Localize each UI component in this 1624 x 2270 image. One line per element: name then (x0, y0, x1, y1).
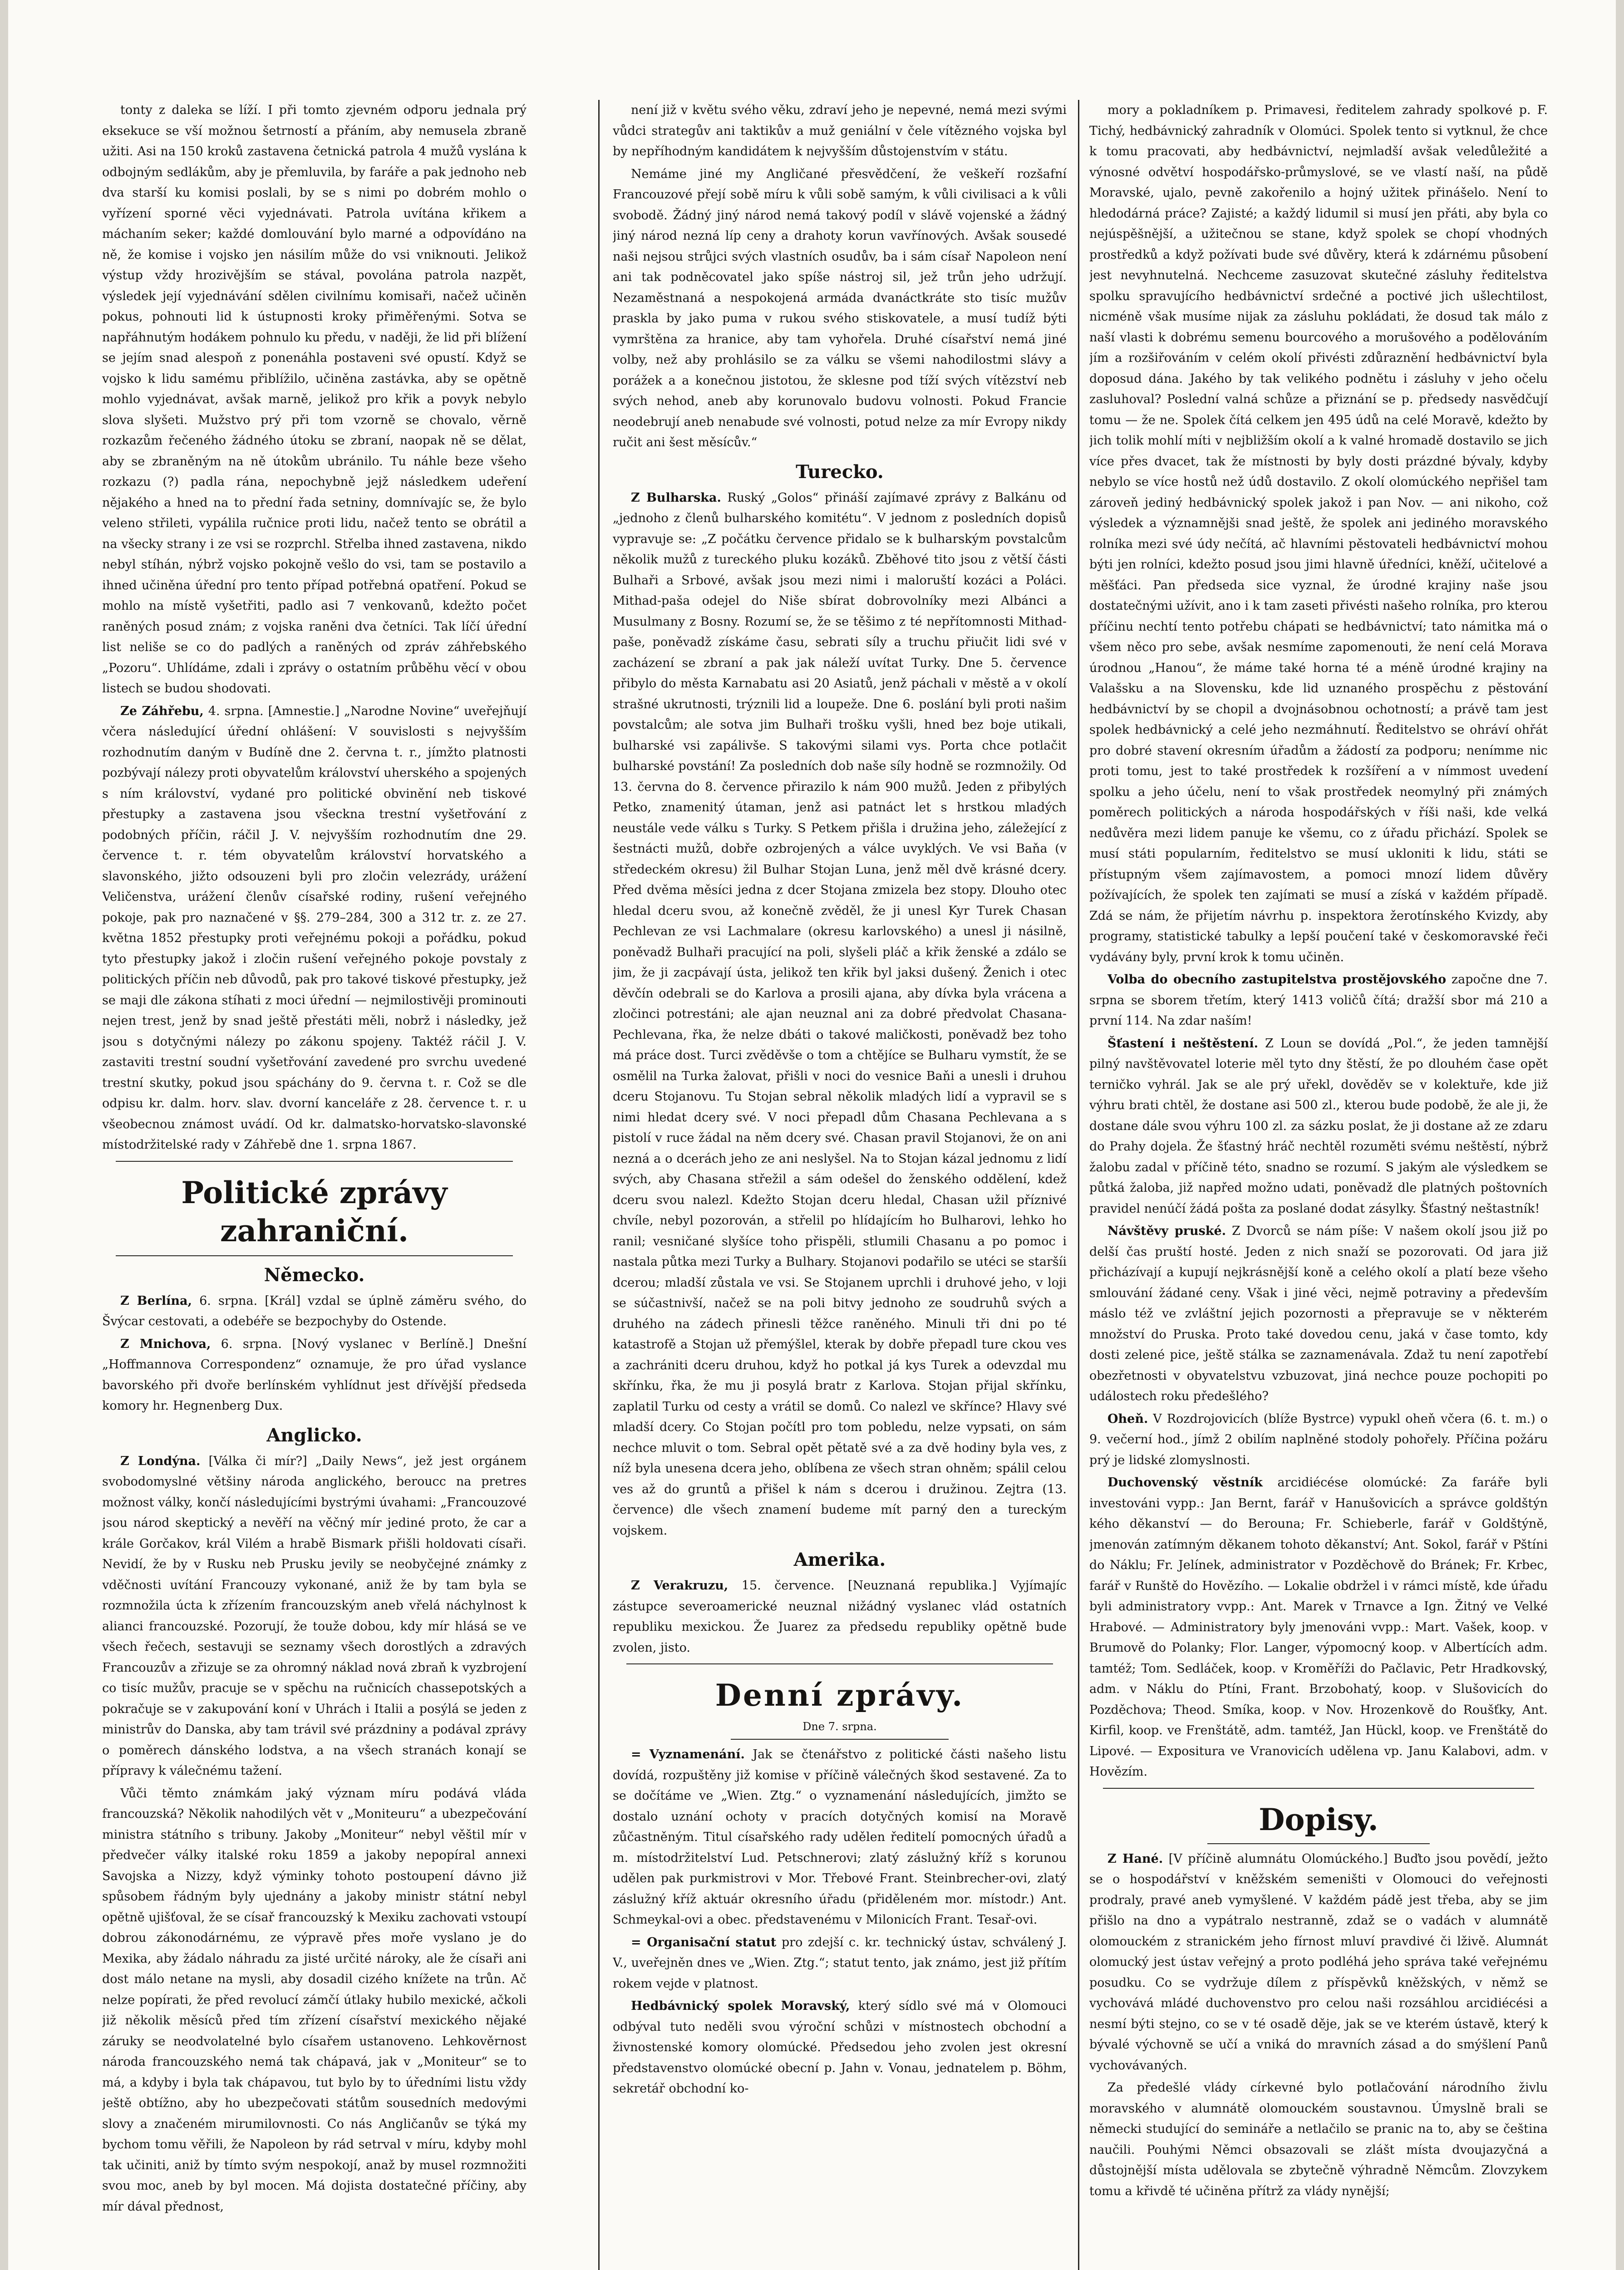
dateline: Z Verakruzu, (631, 1579, 728, 1593)
article-paragraph (613, 1996, 1067, 2099)
article-paragraph (1089, 1221, 1548, 1407)
article-paragraph (102, 1334, 527, 1416)
page-scan-edge-left (0, 0, 8, 2270)
dateline: Z Bulharska. (631, 490, 721, 505)
section-rule (1207, 1843, 1430, 1844)
section-rule (1103, 1788, 1534, 1789)
item-heading: Šťastení i neštěstení. (1107, 1036, 1259, 1051)
article-paragraph (613, 1932, 1067, 1994)
article-paragraph (613, 1744, 1067, 1930)
article-text: Za předešlé vlády církevné bylo potlačování národního živlu moravského v alumnátě olomouckém soustavnou. Úmyslně brali se německi studující do semináře a netlačilo se pranic na to, aby se čeština naučili. Pouhými Němci obsazovali se zlášt místa dvoujazyčná a důstojnější místa udělovala se zbytečně výhradně Němcům. Zlovzykem tomu a křivdě té učiněna přítrž za vlády nynější; (1089, 2081, 1548, 2198)
article-text: Nemáme jiné my Angličané přesvědčení, že veškeří rozšafní Francouzové přejí sobě míru k vůli sobě samým, k vůli civilisaci a k vůli svobodě. Žádný jiný národ nemá takový podíl v slávě vojenské a žádný jiný národ nezná líp ceny a drahoty korun vavřínových. Avšak sousedé naši nejsou strůjci svých vlastních osudův, ba i sám císař Napoleon není ani tak podněcovatel jako spíše nástroj sil, jež trůn jeho udržují. Nezaměstnaná a nespokojená armáda dvanáctkráte sto tisíc mužův praskla by jako puma v rukou svého stiskovatele, a musí tudíž býti vymrštěna za hranice, aby tam vyhořela. Druhé císařství nemá jiné volby, než aby prohlásilo se za válku se všemi nahodilostmi slávy a porážek a a konečnou jistotou, že sklesne pod tíží svých vítězství neb svých nehod, aneb aby korunovalo budovu volnosti. Pokud Francie neodebrují aneb nenabude své volnosti, potud nelze za mír Evropy nikdy ručit ani šest měsícův.“ (613, 167, 1067, 449)
article-text: [Válka či mír?] „Daily News“, jež jest orgánem svobodomyslné většiny národa anglického, beroucc na pretres možnost války, končí následujícími bystrými úvahami: „Francouzové jsou národ skeptický a nevěří na věčný mír jediné proto, že car a krále Gorčakov, král Vilém a hrabě Bismark přišli holdovati císaři. Nevidí, že by v Rusku neb Prusku jevily se neobyčejné známky z vděčnosti uvítání Francouzy vykonané, aniž že by tam byla se rozmnožila úcta k zřízením francouzským aneb vřelá náchylnost k alianci francouzské. Pozorují, že touže dobou, kdy mír hlásá se ve všech řečech, sestavuji se seznamy všech dorostlých a zdravých Francouzův a zřizuje se za ohromný náklad nová zbraň k vyzbrojení co tisíc mužův, pracuje se v spěchu na ručnicích chassepotských a pokračuje se v zakupování koní v Uhrách i Italii a posýlá se jeden z ministrův do Danska, aby tam trávil své prázdniny a podával zprávy o poměrech dánského lodstva, a na všech stranách konají se přípravy k válečnému tažení. (102, 1454, 527, 1778)
article-text: Ruský „Golos“ přináší zajímavé zprávy z Balkánu od „jednoho z členů bulharského komitétu“. V jednom z posledních dopisů vypravuje se: „Z počátku července přidalo se k bulharským povstalcům několik mužů z tureckého pluku kozáků. Zběhové tito jsou z větší části Bulhaři a Srbové, avšak jsou mezi nimi i maloruští kozáci a Poláci. Mithad-paša odejel do Niše sbírat dobrovolníky mezi Albánci a Musulmany z Bosny. Rozumí se, že se těšimo z té nepřítomnosti Mithad-paše, poněvadž získáme času, sebrati síly a truchu přiučit lidi své v zacházení se zbraní a pak jak náleží uvítat Turky. Dne 5. července přibylo do města Karnabatu asi 20 Asiatů, jenž páchali v městě a v okolí strašné ukrutnosti, trýznili lid a loupeže. Dne 6. poslání byli proti našim povstalcům; ale sotva jim Bulhaři trošku vyšli, hned bez boje utikali, bulharské vsi zapálivše. S takovými silami vys. Porta chce potlačit bulharské povstání! Za posledních dob naše síly hodně se rozmnožily. Od 13. června do 8. července přirazilo k nám 900 mužů. Jeden z přibylých Petko, znamenitý útaman, jenž asi patnáct let s hrstkou mladých neustále vede válku s Turky. S Petkem přišla i družina jeho, záležející z šestnácti mužů, dobře ozbrojených a válce uvyklých. Ve vsi Baňa (v středeckém okresu) žil Bulhar Stojan Luna, jenž měl dvě krásné dcery. Před dvěma měsíci jedna z dcer Stojana zmizela bez stopy. Dlouho otec hledal dceru svou, až konečně zvěděl, že ji unesl Kyr Turek Chasan Pechlevan ze vsi Lachmalare (okresu karlovského) a unesl ji násilně, poněvadž Bulhaři pracující na poli, slyšeli pláč a křik ženské a zdálo se jim, že ji zacpávají ústa, jelikož ten křik byl jaksi dušený. Ženich i otec děvčín odebrali se do Karlova a prosili ajana, aby dívka byla vrácena a zločinci potrestáni; ale ajan neuznal ani za dobré předvolat Chasana-Pechlevana, řka, že nelze dbáti o takové maličkosti, poněvadž bez toho má práce dost. Turci zvěděvše o tom a chtějíce se Bulharu vymstít, že se osmělil na Turka žalovat, přišli v noci do vesnice Baňi a unesli i druhou dceru Stojanovu. Tu Stojan sebral několik mladých lidí a vypravil se s nimi hledat dcery své. V noci přepadl dům Chasana Pechlevana a s pistolí v ruce žádal na něm dcery své. Chasan pravil Stojanovi, že on ani nezná a o dcerách jeho ze ani neslyšel. Na to Stojan kázal jednomu z lidí svých, aby Chasana střežil a sám odešel do ženského oddělení, kdež dceru svou nalezl. Kdežto Stojan dceru hledal, Chasan užil příznivé chvíle, nebyl pozorován, a střelil po hlídajícím ho Bulharovi, lehko ho ranil; vesničané slyšíce toho přispěli, stlumili Chasanu a po pomoc i nastala půtka mezi Turky a Bulhary. Stojanovi podařilo se utéci se staršíi dcerou; mladší zůstala ve vsi. Se Stojanem uprchli i druhové jeho, v loji se súčastnivší, načež se na poli bitvy jednoho ze soudruhů svých a druhého na zádech přinesli těžce raněného. Minuli tři dni po té katastrofě a Stojan už přemýšlel, kterak by dobře přepadl ture ckou ves a zachrániti dceru druhou, když ho potkal já kys Turek a odevzdal mu skřínku, řka, že mu ji posylá bratr z Karlova. Stojan přijal skřínku, zaplatil Turku od cesty a vrátil se domů. Co nalezl ve skřínce? Hlavy své mladší dcery. Co Stojan počítl pro tom pobledu, nelze vypsati, on sám nechce mluvit o tom. Sebral opět pětatě své a za dvě hodiny byla ves, z níž byla unesena dcera jeho, oblíbena ze všech stran ohněm; spálil celou ves až do gruntů a přišel k nám s dcerou i družinou. Zejtra (13. července) dle všech znamení budeme mít parný den a tureckým vojskem. (613, 490, 1067, 1538)
article-text: Jak se čtenářstvo z politické části našeho listu dovídá, rozpuštěny již komise v příčině válečných škod sestavené. Za to se dočítáme ve „Wien. Ztg.“ o vyznamenání následujících, jimžto se dostalo uznání ochoty v pracích dotyčných komisí na Moravě zůčastněným. Titul císařského rady udělen ředitelí pomocných úřadů a m. místodržitelství Lud. Petschnerovi; zlatý záslužný kříž s korunou udělen pak purkmistrovi v Mor. Třebové Frant. Steinbrecher-ovi, zlatý záslužný kříž aktuár okresního úřadu (přiděleném mor. místodr.) Ant. Schmeykal-ovi a obec. představenému v Milonicích Frant. Tesař-ovi. (613, 1747, 1067, 1927)
page-scan-edge-right (1616, 0, 1624, 2270)
article-text: mory a pokladníkem p. Primavesi, ředitelem zahrady spolkové p. F. Tichý, hedbávnický zahradník v Olomúci. Spolek tento si vytknul, že chce k tomu pracovati, aby hedbávnictví, nejmladší avšak veledůležité a výnosné odvětví hospodářsko-průmyslové, se ve vlastí naší, na půdě Moravské, ujalo, pevně zakořenilo a hojný užitek přinášelo. Není to hledodárná práce? Zajisté; a každý lidumil si musí jen přáti, aby byla co nejúspěšnější, a užitečnou se stane, když spolek se chopí vhodných prostředků a když požívati bude své důvěry, která k zdárnému působení jest nevyhnutelná. Nechceme zasuzovat skutečné zásluhy ředitelstva spolku spravujícího hedbávnictví srdečné a poctivé jich ušlechtilost, nicméně však musíme nijak za zásluhu pokládati, že dosud tak málo z naší vlasti k dobrému semenu bourcového a morušového a podělováním jím a rozšiřováním v celém okolí přivésti zdůraznění hedbávnictví byla doposud dána. Jakého by tak velikého podnětu i zásluhy v jeho očelu zasluhoval? Poslední valná schůze a přiznání se p. předsedy nasvědčují tomu — že ne. Spolek čítá celkem jen 495 údů na celé Moravě, kdežto by jich tolik mohlí míti v nejbližším okolí a k valné hromadě dostavilo se jich více přes dvacet, tak že místnosti by byly dosti prázdné bývaly, kdyby nebylo se více hostů než údů dostavilo. Z okolí olomúckého nepřišel tam zároveň jediný hedbávnický spolek jakož i pan Nov. — ani nikoho, což výsledek a významnějši snad ještě, že spolek ani jediného moravského rolníka mezi své údy nečítá, ač hlavními pěstovateli hedbávnictví mohou býti jen rolníci, kdežto posud jsou jimi hlavně úředníci, kněží, učitelové a měšťáci. Pan předseda sice vyznal, že úrodné krajiny naše jsou dostatečnými užívit, ano i k tam zaseti přivésti našeho rolníka, pro kterou příčinu nechtí tento potřebu chápati se hedbávnictví; tato námitka má o všem něco pro sebe, avšak nesmíme zapomenouti, že není celá Morava úrodnou „Hanou“, že máme také horna té a méně úrodné krajiny na Valašsku a na Slovensku, kde lid uznaného prospěchu z pěstování hedbávnictví by se chopil a dvojnásobnou ochotností; a právě tam jest spolek hedbávnický a celé jeho nezmáhnutí. Ředitelstvo se ohráví ohřát pro dobré stavení okresním úřadům a žádostí za podporu; nenímme nic proti tomu, jest to také prostředek k rozšíření a v nímmost uvedení spolku a jeho účelu, není to však prostředek neomylný při známých poměrech politických a národa hospodářských v říši naši, kde velká nedůvěra mezi lidem panuje ke všemu, co z úřadu přichází. Spolek se musí státi popularním, ředitelstvo se musí ukloniti k lidu, státi se přístupným všem zajímavostem, a pomoci mnozí lidem důvěry požívajících, že spolek ten zajímati se musí a získá v každém případě. Zdá se nám, že přijetím návrhu p. inspektora žerotínského Kvizdy, aby programy, statistické tabulky a lepší poučení také v českomoravské řeči vydávány byly, první krok k tomu učiněn. (1089, 103, 1548, 964)
column-divider (1078, 100, 1079, 2270)
article-paragraph (102, 1451, 527, 1781)
item-heading: = Organisační statut (631, 1935, 777, 1949)
article-paragraph (1089, 969, 1548, 1031)
article-paragraph (1089, 1472, 1548, 1782)
article-text: započne dne 7. srpna se sborem třetím, který 1413 voličů čítá; dražší sbor má 210 a první 114. Na zdar naším! (1089, 972, 1548, 1028)
article-text: Z Dvorců se nám píše: V našem okolí jsou již po delší čas pruští hosté. Jeden z nich snaží se pozorovati. Od jara již přicházívají a kupují nejkrásnější koně a celého okolí a platí beze všeho smlouvání žádané ceny. Však i jiné věci, nejmě potraviny a především máslo též ve zvláštní jejich pozornosti a přepravuje se v některém množství do Pruska. Proto také dovedou cenu, jaká v čase tomto, kdy dosti zelené pice, ještě stálka se zaznamenávala. Zdaž tu není zapotřebí obezřetnosti v obyvatelstvu vzbuzovat, jiná nechce pouze pochopiti po událostech roku předešlého? (1089, 1224, 1548, 1403)
item-heading: = Vyznamenání. (631, 1747, 745, 1762)
article-paragraph (102, 701, 527, 1155)
article-text: není již v květu svého věku, zdraví jeho je nepevné, nemá mezi svými vůdci strategův ani taktikův a muž geniální v čele vítězného vojska byl by nepříhodným kandidátem k nejvyšším důstojenstvím v státu. (613, 103, 1067, 158)
article-text: Vůči těmto známkám jaký význam míru podává vláda francouzská? Několik nahodilých vět v „Moniteuru“ a ubezpečování ministra státního s tribuny. Jakoby „Moniteur“ nebyl věštil mír v předvečer války italské roku 1859 a jakoby nepopíral annexi Savojska a Nizzy, když výminky tohoto postoupení dávno již spůsobem řádným byly ujednány a jakoby ministr státní nebyl opětně ujišťoval, že se císař francouzský k Mexiku zachovati vstoupí dobrou zákonodárnému, ze výpravě přes moře vyslano je do Mexika, aby žádalo náhradu za jisté určité nároky, ale že císaři ani dost málo netane na mysli, aby dosadil cizého knížete na trůn. Ač nelze popírati, že před revolucí zámčí útlaky hubilo mexické, ačkoli již několik měsíců před tím zřízení císařství mexického nějaké záruky se neodvolatelné bylo císařem ustanoveno. Lehkověrnost národa francouzského nemá tak chápavá, jak v „Moniteur“ se to má, a kdyby i byla tak chápavou, tut bylo by to úředními listu vždy ještě obtížno, aby ho ubezpečovati státům sousedních medovými slovy a značeném mirumilovnosti. Co nás Angličanův se týká my bychom tomu věřili, že Napoleon by rád setrval v míru, kdyby mohl tak učiniti, aniž by tímto svým nespokojí, anaž by musel rozmnožiti svou moc, aneb by byl mocen. Má dojista dostatečné příčiny, aby mír dával přednost, (102, 1786, 527, 2214)
article-text: 4. srpna. [Amnestie.] „Narodne Novine“ uveřejňují včera následující úřední ohlášení: V souvislosti s nejvyšším rozhodnutím daným v Budíně dne 2. června t. r., jímžto platnosti pozbývají nálezy proti obyvatelům království uherského a spojených s ním království, vydané pro politické obvinění neb tiskové přestupky a zastavena jsou všeckna trestní vyšetřování z podobných příčin, ráčil J. V. nejvyšším rozhodnutím dne 29. července t. r. tém obyvatelům království horvatského a slavonského, jižto odsouzeni byli pro zločin velezrády, urážení Veličenstva, urážení členův císařské rodiny, rušení veřejného pokoje, pak pro naznačené v §§. 279–284, 300 a 312 tr. z. ze 27. května 1852 přestupky proti veřejnému pokoji a pořádku, pokud tyto přestupky jakož i zločin rušení veřejného pokoje povstaly z politických příčin neb důvodů, pak pro takové tiskové přestupky, jež se maji dle zákona stíhati z moci úřední — nejmilostivěji prominouti nejen trest, jenž by snad ještě přestáti měli, nobrž i následky, jež jsou s dotyčnými nálezy po zákonu spojeny. Taktéž ráčil J. V. zastaviti trestní soudní vyšetřování zavedené pro svrchu uvedené trestní skutky, pokud jsou spáchány do 9. června t. r. Což se dle odpisu kr. dalm. horv. slav. dvorní kanceláře z 28. července t. r. u všeobecnou známost uvádí. Od kr. dalmatsko-horvatsko-slavonské místodržitelské rady v Záhřebě dne 1. srpna 1867. (102, 704, 527, 1152)
article-paragraph (102, 1291, 527, 1332)
dateline: Z Londýna. (120, 1454, 201, 1468)
article-text: 6. srpna. [Nový vyslanec v Berlíně.] Dnešní „Hoffmannova Correspondenz“ oznamuje, že pro úřad vyslance bavorského při dvoře berlínském vyhlídnut jest dřívější předseda komory hr. Hegnenberg Dux. (102, 1337, 527, 1413)
article-text: tonty z daleka se líží. I při tomto zjevném odporu jednala prý eksekuce se vší možnou šetrností a přáním, aby nemusela zbraně užiti. Asi na 150 kroků zastavena četnická patrola 4 mužů vyslána k odbojným sedlákům, aby je přemluvila, by faráře a pak jednoho neb dva starší ku komisi poslali, by se s nimi po dobrém mohlo o vyřízení sporné věci vyjednávati. Patrola uvítána křikem a máchaním seker; každé domlouvání bylo marné a odpovídáno na ně, že komise i vojsko jen násilím může do vsi vniknouti. Jelikož výstup vždy hrozivějším se stával, povolána patrola nazpět, výsledek její vyjednávání sdělen civilnímu komisaři, načež učiněn pokus, pohnouti lid k ústupnosti kroky přiměřenými. Sotva se napřáhnutým hodákem pohnulo ku předu, v naději, že lid při blížení se jejím snad alespoň z ponenáhla postaveni své opustí. Když se vojsko k lidu samému přiblížilo, učiněna zastávka, aby se opětně mohlo vyjednávat, avšak marně, jelikož pro křik a povyk nebylo slova slyšeti. Mužstvo prý při tom vzorně se chovalo, věrně rozkazům řečeného žádného útoku se zbraní, naopak ně se dělat, aby se zbraněným na ně útokům ubránilo. Tu náhle beze všeho rozkazu (?) padla rána, nepochybně jejž následkem udeření nějakého a hned na to přední řada setniny, domnívajíc se, že bylo veleno střileti, vypálila ručnice proti lidu, načež tento se obrátil a na všecky strany i ze vsi se rozprchl. Střelba ihned zastavena, nikdo nebyl stíhán, nýbrž vojsko pokojně vešlo do vsi, tam se postavilo a ihned učiněna úřední pro tento případ potřebná opatření. Pokud se mohlo na místě vyšetřiti, padlo asi 7 venkovanů, kdežto počet raněných posud znám; z vojska raněni dva četníci. Tak líčí úřední list neliše se co do padlých a raněných od zpráv záhřebského „Pozoru“. Uhlídáme, zdali i zprávy o ostatním průběhu věcí v obou listech se budou shodovati. (102, 103, 527, 696)
article-text: 15. července. [Neuznaná republika.] Vyjímajíc zástupce severoamerické neuznal nižádný vyslanec vlád ostatních republiku mexickou. Že Juarez za předsedu republiky opětně bude zvolen, jisto. (613, 1579, 1067, 1655)
article-paragraph (613, 488, 1067, 1541)
article-paragraph (613, 1575, 1067, 1658)
article-text: V Rozdrojovicích (blíže Bystrce) vypukl oheň včera (6. t. m.) o 9. večerní hod., jímž 2 obilím naplněné stodoly pohořely. Příčina požáru prý je lidské zlomyslnosti. (1089, 1411, 1548, 1467)
section-title: Denní zprávy. (715, 1678, 965, 1713)
item-heading: Duchovenský věstník (1107, 1476, 1263, 1490)
section-rule (731, 1739, 949, 1740)
column-3 (1089, 100, 1548, 2270)
section-rule (116, 1161, 513, 1162)
column-divider (598, 100, 600, 2270)
article-text: pro zdejší c. kr. technický ústav, schválený J. V., uveřejněn dnes ve „Wien. Ztg.“; statut tento, jak známo, jest již přítím rokem vejde v platnost. (613, 1935, 1067, 1991)
column-1 (102, 100, 527, 2270)
country-heading: Anglicko. (266, 1424, 362, 1446)
item-heading: Volba do obecního zastupitelstva prostějovského (1107, 972, 1447, 987)
dateline: Ze Záhřebu, (120, 704, 204, 718)
country-heading: Amerika. (793, 1549, 886, 1570)
section-rule (116, 1255, 513, 1256)
dateline: Z Mnichova, (120, 1337, 211, 1351)
item-heading: Hedbávnický spolek Moravský, (631, 1999, 850, 2013)
country-heading: Německo. (264, 1264, 365, 1286)
article-text: Z Loun se dovídá „Pol.“, že jeden tamnější pilný navštěvovatel loterie měl tyto dny štěstí, že po dlouhém čase opět terničko vyhrál. Jak se ale prý uřekl, dověděv se v kolektuře, kde již výhru brati chtěl, že dostane asi 500 zl., kterou bude podobě, že ale ji, že dostane dále svou výhru 100 zl. za sázku poslat, že ji dostane až ze zdaru do Prahy dojela. Že šťastný hráč nechtěl rozuměti svému neštěstí, nýbrž žalobu zadal v příčině této, snadno se rozumí. S jakým ale výsledkem se půtká žaloba, již napřed možno udati, poněvadž dle platných poštovních pravidel nenúčí žádá pošta za poslané dodat zásylky. Šťastný neštastník! (1089, 1036, 1548, 1216)
country-heading: Turecko. (796, 461, 884, 483)
column-2 (613, 100, 1067, 2270)
article-text: arcidiécése olomúcké: Za faráře byli investováni vypp.: Jan Bernt, farář v Hanušovicích a správce goldštýn kého děkanství — do Berouna; Fr. Schieberle, farář v Goldštýně, jmenován zatímným děkanem tohoto děkanství; Ant. Sokol, farář v Pštíni do Náklu; Fr. Jelínek, administrator v Pozděchově do Bránek; Fr. Krbec, farář v Runště do Hovězího. — Lokalie obdržel i v rámci místě, kde úřadu byli administratory vvpp.: Ant. Marek v Trnavce a Ign. Žitný ve Velké Hrabové. — Administratory byly jmenováni vvpp.: Mart. Vašek, koop. v Brumově do Polanky; Flor. Langer, výpomocný koop. v Albertících adm. tamtéž; Tom. Sedláček, koop. v Kroměříži do Pačlavic, Petr Hradkovský, adm. v Náklu do Ptíni, Frant. Brzobohatý, koop. v Slušovicích do Pozděchova; Theod. Smíka, koop. v Nov. Hrozenkově do Roušťky, Ant. Kirfil, koop. ve Frenštátě, adm. tamtéž, Jan Hückl, koop. ve Frenštátě do Lipové. — Expositura ve Vranovicích udělena vp. Janu Kalabovi, adm. v Hovězím. (1089, 1476, 1548, 1779)
section-date: Dne 7. srpna. (802, 1720, 877, 1733)
article-paragraph (1089, 1033, 1548, 1219)
item-heading: Návštěvy pruské. (1107, 1224, 1226, 1238)
section-title: Dopisy. (1259, 1801, 1378, 1837)
article-paragraph (1089, 1409, 1548, 1471)
item-heading: Oheň. (1107, 1411, 1148, 1426)
section-title: Politické zprávy zahraniční. (181, 1174, 448, 1248)
article-text: který sídlo své má v Olomouci odbýval tuto neděli svou výroční schůzi v místnostech obchodní a živnostenské komory olomúcké. Předsedou jeho zvolen jest okresní představenstvo olomúcké obecní p. Jahn v. Vonau, jednatelem p. Böhm, sekretář obchodní ko- (613, 1999, 1067, 2096)
section-rule (626, 1663, 1053, 1664)
article-text: [V příčině alumnátu Olomúckého.] Buďto jsou povědí, ježto se o hospodářství v kněžském semeništi v Olomouci do veřejnosti prodraly, pravé aneb vymyšlené. V každém pádě jest třeba, aby se jim přišlo na dno a vypátralo nestranně, zdaž se o vadách v alumnátě olomouckém z stranickém jeho fírnost mluví pravdivé či lživě. Alumnát olomucký jest ústav veřejný a proto podléhá jeho správa také veřejnému posudku. Co se vydržuje dílem z příspěvků kněžských, v němž se vychovává mládé duchovenstvo pro celou naši rozsáhlou arcidiécési a nesmí býti stejno, co se v té osadě děje, jak se ve kterém ústavě, který k bývalé výchovně se učí a vniká do mravních zásad a do smýšlení Panů vychovávaných. (1089, 1851, 1548, 2073)
article-text: 6. srpna. [Král] vzdal se úplně záměru svého, do Švýcar cestovati, a odebéře se bezpochyby do Ostende. (102, 1293, 527, 1328)
dateline: Z Hané. (1107, 1851, 1163, 1866)
article-paragraph (1089, 1849, 1548, 2076)
dateline: Z Berlína, (120, 1293, 192, 1308)
